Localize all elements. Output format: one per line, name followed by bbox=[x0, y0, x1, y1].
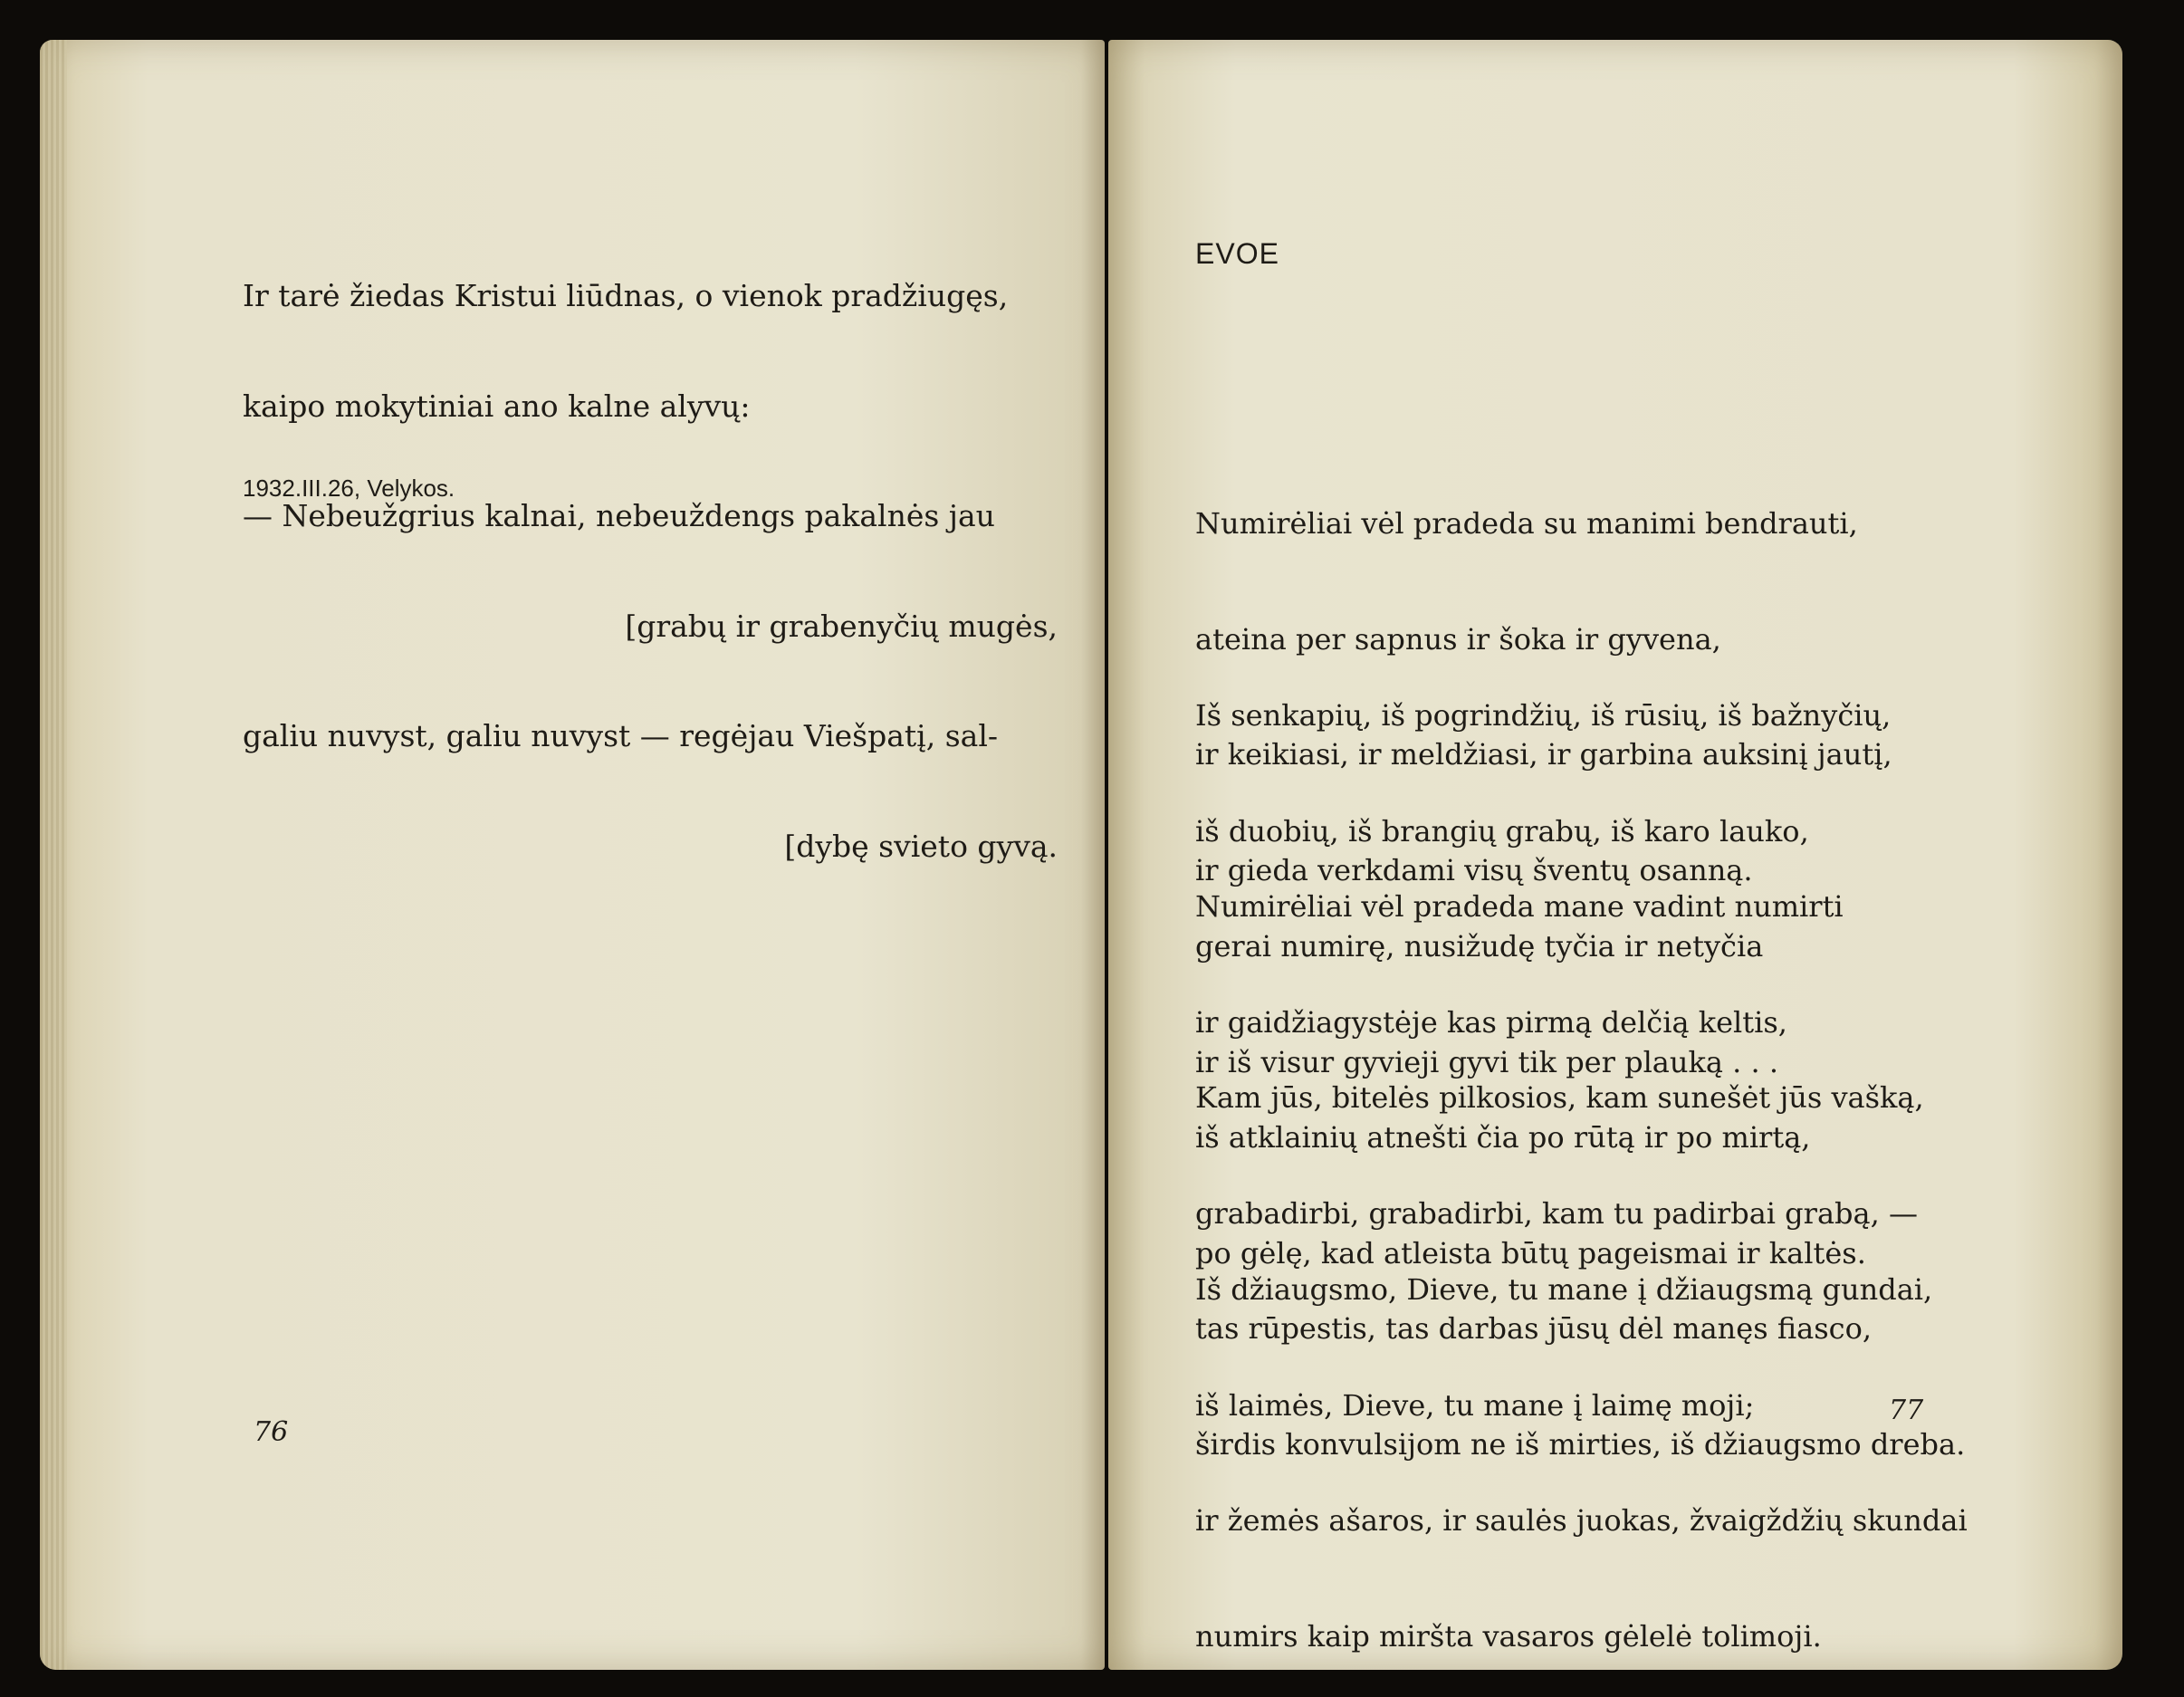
stanza-5 bbox=[1195, 1194, 1968, 1694]
poem-line: Numirėliai vėl pradeda mane vadint numirti bbox=[1195, 889, 1844, 924]
poem-title: EVOE bbox=[1195, 237, 1279, 270]
poem-line: iš atklainių atnešti čia po rūtą ir po mirtą, bbox=[1195, 1120, 1811, 1155]
poem-line: iš duobių, iš brangių grabų, iš karo lauko, bbox=[1195, 813, 1809, 848]
poem-line: iš laimės, Dieve, tu mane į laimę moji; bbox=[1195, 1387, 1755, 1423]
poem-line: po gėlę, kad atleista būtų pageismai ir kaltės. bbox=[1195, 1235, 1866, 1270]
poem-line: Kam jūs, bitelės pilkosios, kam sunešėt jūs vašką, bbox=[1195, 1080, 1924, 1115]
poem-line: ateina per sapnus ir šoka ir gyvena, bbox=[1195, 621, 1721, 657]
poem-line-continuation: [dybę svieto gyvą. bbox=[784, 828, 1058, 864]
poem-line: ir gieda verkdami visų šventų osanną. bbox=[1195, 852, 1753, 887]
poem-line: — Nebeužgrius kalnai, nebeuždengs pakalnės jau bbox=[243, 498, 995, 533]
poem-line: numirs kaip miršta vasaros gėlelė tolimoji. bbox=[1195, 1618, 1822, 1654]
poem-date: 1932.III.26, Velykos. bbox=[243, 475, 455, 502]
poem-line: Numirėliai vėl pradeda su manimi bendrauti, bbox=[1195, 506, 1858, 541]
poem-ending bbox=[243, 205, 1058, 938]
poem-line: ir žemės ašaros, ir saulės juokas, žvaigždžių skundai bbox=[1195, 1503, 1968, 1538]
left-page bbox=[40, 40, 1105, 1670]
poem-line: kaipo mokytiniai ano kalne alyvų: bbox=[243, 388, 751, 424]
poem-line: tas rūpestis, tas darbas jūsų dėl manęs fiasco, bbox=[1195, 1311, 1873, 1346]
poem-line: ir iš visur gyvieji gyvi tik per plauką . . . bbox=[1195, 1044, 1778, 1079]
worn-page-edge bbox=[40, 40, 67, 1670]
poem-line: širdis konvulsijom ne iš mirties, iš džiaugsmo dreba. bbox=[1195, 1426, 1966, 1462]
poem-line: ir gaidžiagystėje kas pirmą delčią keltis, bbox=[1195, 1004, 1787, 1040]
poem-line: galiu nuvyst, galiu nuvyst — regėjau Viešpatį, sal- bbox=[243, 718, 999, 753]
poem-line: gerai numirę, nusižudę tyčia ir netyčia bbox=[1195, 929, 1764, 964]
poem-line: Iš džiaugsmo, Dieve, tu mane į džiaugsmą gundai, bbox=[1195, 1272, 1933, 1307]
poem-line: ir keikiasi, ir meldžiasi, ir garbina auksinį jautį, bbox=[1195, 737, 1892, 772]
poem-line: Iš senkapių, iš pogrindžių, iš rūsių, iš bažnyčių, bbox=[1195, 698, 1892, 733]
page-number-right: 77 bbox=[1889, 1395, 1924, 1426]
poem-line-continuation: [grabų ir grabenyčių mugės, bbox=[625, 608, 1058, 644]
page-number-left: 76 bbox=[254, 1416, 289, 1448]
poem-line: Ir tarė žiedas Kristui liūdnas, o vienok pradžiugęs, bbox=[243, 278, 1009, 313]
poem-line: grabadirbi, grabadirbi, kam tu padirbai grabą, — bbox=[1195, 1195, 1918, 1231]
